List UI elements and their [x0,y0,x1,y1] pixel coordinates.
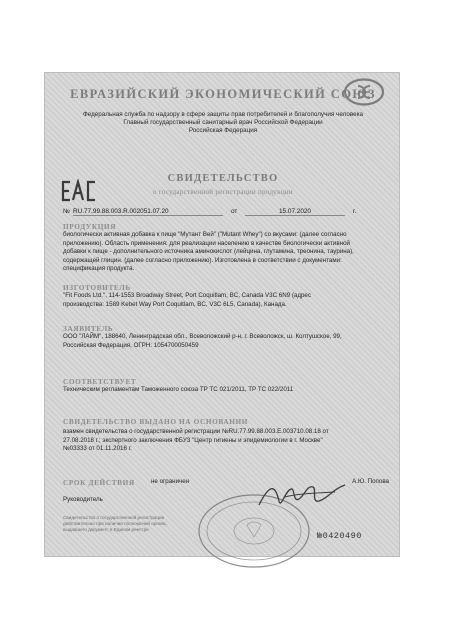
complies-heading: СООТВЕТСТВУЕТ [63,377,137,386]
basis-heading: СВИДЕТЕЛЬСТВО ВЫДАНО НА ОСНОВАНИИ [63,417,249,426]
basis-text: взамен свидетельства о государственной регистрации №RU.77.99.88.003.E.003710.08.18 от 27.08.2018 г.; экспертного заключения ФБУЗ "Центр гигиены и эпидемиологии в г. Москве" №03333 от 01.11.2016 г. [63,428,329,453]
certificate-title: СВИДЕТЕЛЬСТВО [167,173,279,184]
signatory-role: Руководитель [63,496,103,503]
number-prefix: № [63,208,70,215]
registration-number: RU.77.99.88.003.R.002051.07.20 [73,208,223,216]
certificate-sheet [44,72,400,557]
product-text: биологически активная добавка к пище "Мутант Вей" ("Mutant Whey") со вкусами: (далее согласно приложению). Область применения: для реализации населению в качестве биологически активной добавки к пище - дополнительного источника аминокислот (лейцина, глутамина, треонина, таурина), содержащей глицин. (далее согласно приложению). Изготовлена в соответствии с документами: спецификация продукта. [63,231,354,273]
chief-doctor-line: Главный государственный санитарный врач Российской Федерации [123,119,323,126]
year-suffix: г. [353,208,357,215]
form-serial-number: №0420490 [317,531,362,541]
service-name: Федеральная служба по надзору в сфере защиты прав потребителей и благополучия человека [82,111,364,118]
complies-text: Техническим регламентам Таможенного союза ТР ТС 021/2011, ТР ТС 022/2011 [63,386,294,393]
applicant-heading: ЗАЯВИТЕЛЬ [63,324,114,333]
manufacturer-text: "Fit Foods Ltd.", 114-1553 Broadway Street, Port Coquitlam, BC, Canada V3C 6N9 (адрес производства: 1589 Kebet Way Port Coquitlam, BC, V3C 6L5, Canada), Канада. [63,292,311,308]
union-title: ЕВРАЗИЙСКИЙ ЭКОНОМИЧЕСКИЙ СОЮЗ [70,87,376,101]
manufacturer-heading: ИЗГОТОВИТЕЛЬ [63,283,131,292]
footer-note: Свидетельство о государственной регистрации действительно при наличии полномочий органа, выдавшего документ, в Едином реестре [63,515,167,532]
applicant-text: ООО "ЛАЙМ", 188640, Ленинградская обл., Всеволожский р-н, г. Всеволожск, ш. Колтушское, 99, Российская Федерация, ОГРН: 1054700050459 [63,333,342,349]
se-ring-logo-icon [343,77,385,107]
validity-value: не ограничен [151,478,190,485]
country-line: Российская Федерация [188,127,258,134]
date-prefix: от [231,208,238,215]
registration-date: 15.07.2020 [245,208,345,216]
product-heading: ПРОДУКЦИЯ [63,222,117,231]
validity-heading: СРОК ДЕЙСТВИЯ [63,478,135,487]
signatory-name: А.Ю. Попова [352,478,389,485]
certificate-subtitle: о государственной регистрации продукции [153,188,293,196]
